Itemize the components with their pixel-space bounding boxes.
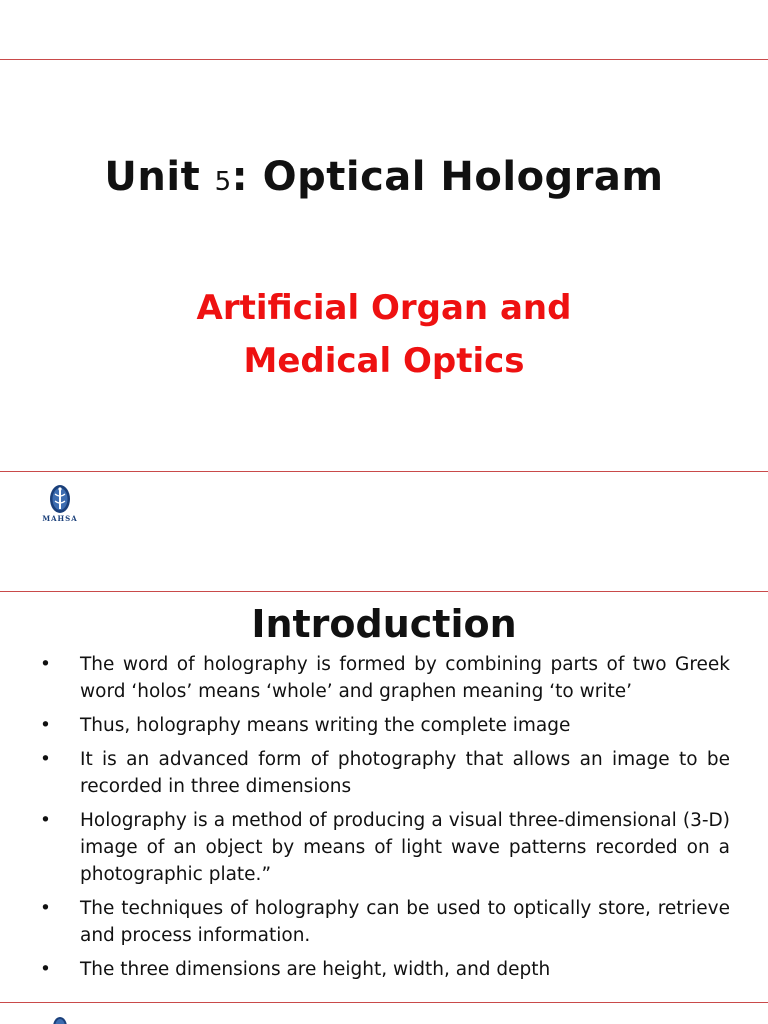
list-item	[40, 895, 730, 949]
bullet-text: The techniques of holography can be used to optically store, retrieve and process information.	[80, 898, 730, 946]
bullet-icon: •	[40, 715, 51, 736]
bullet-list	[40, 651, 730, 990]
logo-text: MAHSA	[42, 514, 78, 523]
bullet-text: It is an advanced form of photography that allows an image to be recorded in three dimensions	[80, 749, 730, 797]
title-unit-number: 5	[214, 167, 232, 197]
title-prefix: Unit	[104, 154, 215, 200]
slide1-subtitle	[0, 282, 768, 388]
list-item	[40, 651, 730, 705]
slide-top-divider	[0, 59, 768, 60]
bullet-icon: •	[40, 810, 51, 831]
bullet-text: The word of holography is formed by combining parts of two Greek word ‘holos’ means ‘whole’ and graphen meaning ‘to write’	[80, 654, 730, 702]
bullet-icon: •	[40, 898, 51, 919]
mahsa-crest-icon	[34, 484, 86, 514]
mahsa-logo-partial	[48, 1015, 72, 1024]
slide-bottom-divider	[0, 471, 768, 472]
subtitle-line-1: Artificial Organ and	[196, 288, 572, 328]
slide1-title	[0, 154, 768, 200]
bullet-icon: •	[40, 654, 51, 675]
list-item	[40, 712, 730, 739]
subtitle-line-2: Medical Optics	[243, 341, 525, 381]
list-item	[40, 746, 730, 800]
slide2-title: Introduction	[251, 602, 517, 646]
list-item	[40, 807, 730, 888]
slide2-bottom-divider	[0, 1002, 768, 1003]
bullet-text: Thus, holography means writing the complete image	[80, 715, 571, 736]
title-suffix: : Optical Hologram	[231, 154, 664, 200]
bullet-icon: •	[40, 749, 51, 770]
mahsa-logo	[34, 484, 86, 532]
bullet-icon: •	[40, 959, 51, 980]
bullet-text: The three dimensions are height, width, and depth	[80, 959, 551, 980]
slide2-top-divider	[0, 591, 768, 592]
list-item	[40, 956, 730, 983]
bullet-text: Holography is a method of producing a visual three-dimensional (3-D) image of an object by means of light wave patterns recorded on a photographic plate.”	[80, 810, 730, 885]
mahsa-crest-icon	[48, 1015, 72, 1024]
